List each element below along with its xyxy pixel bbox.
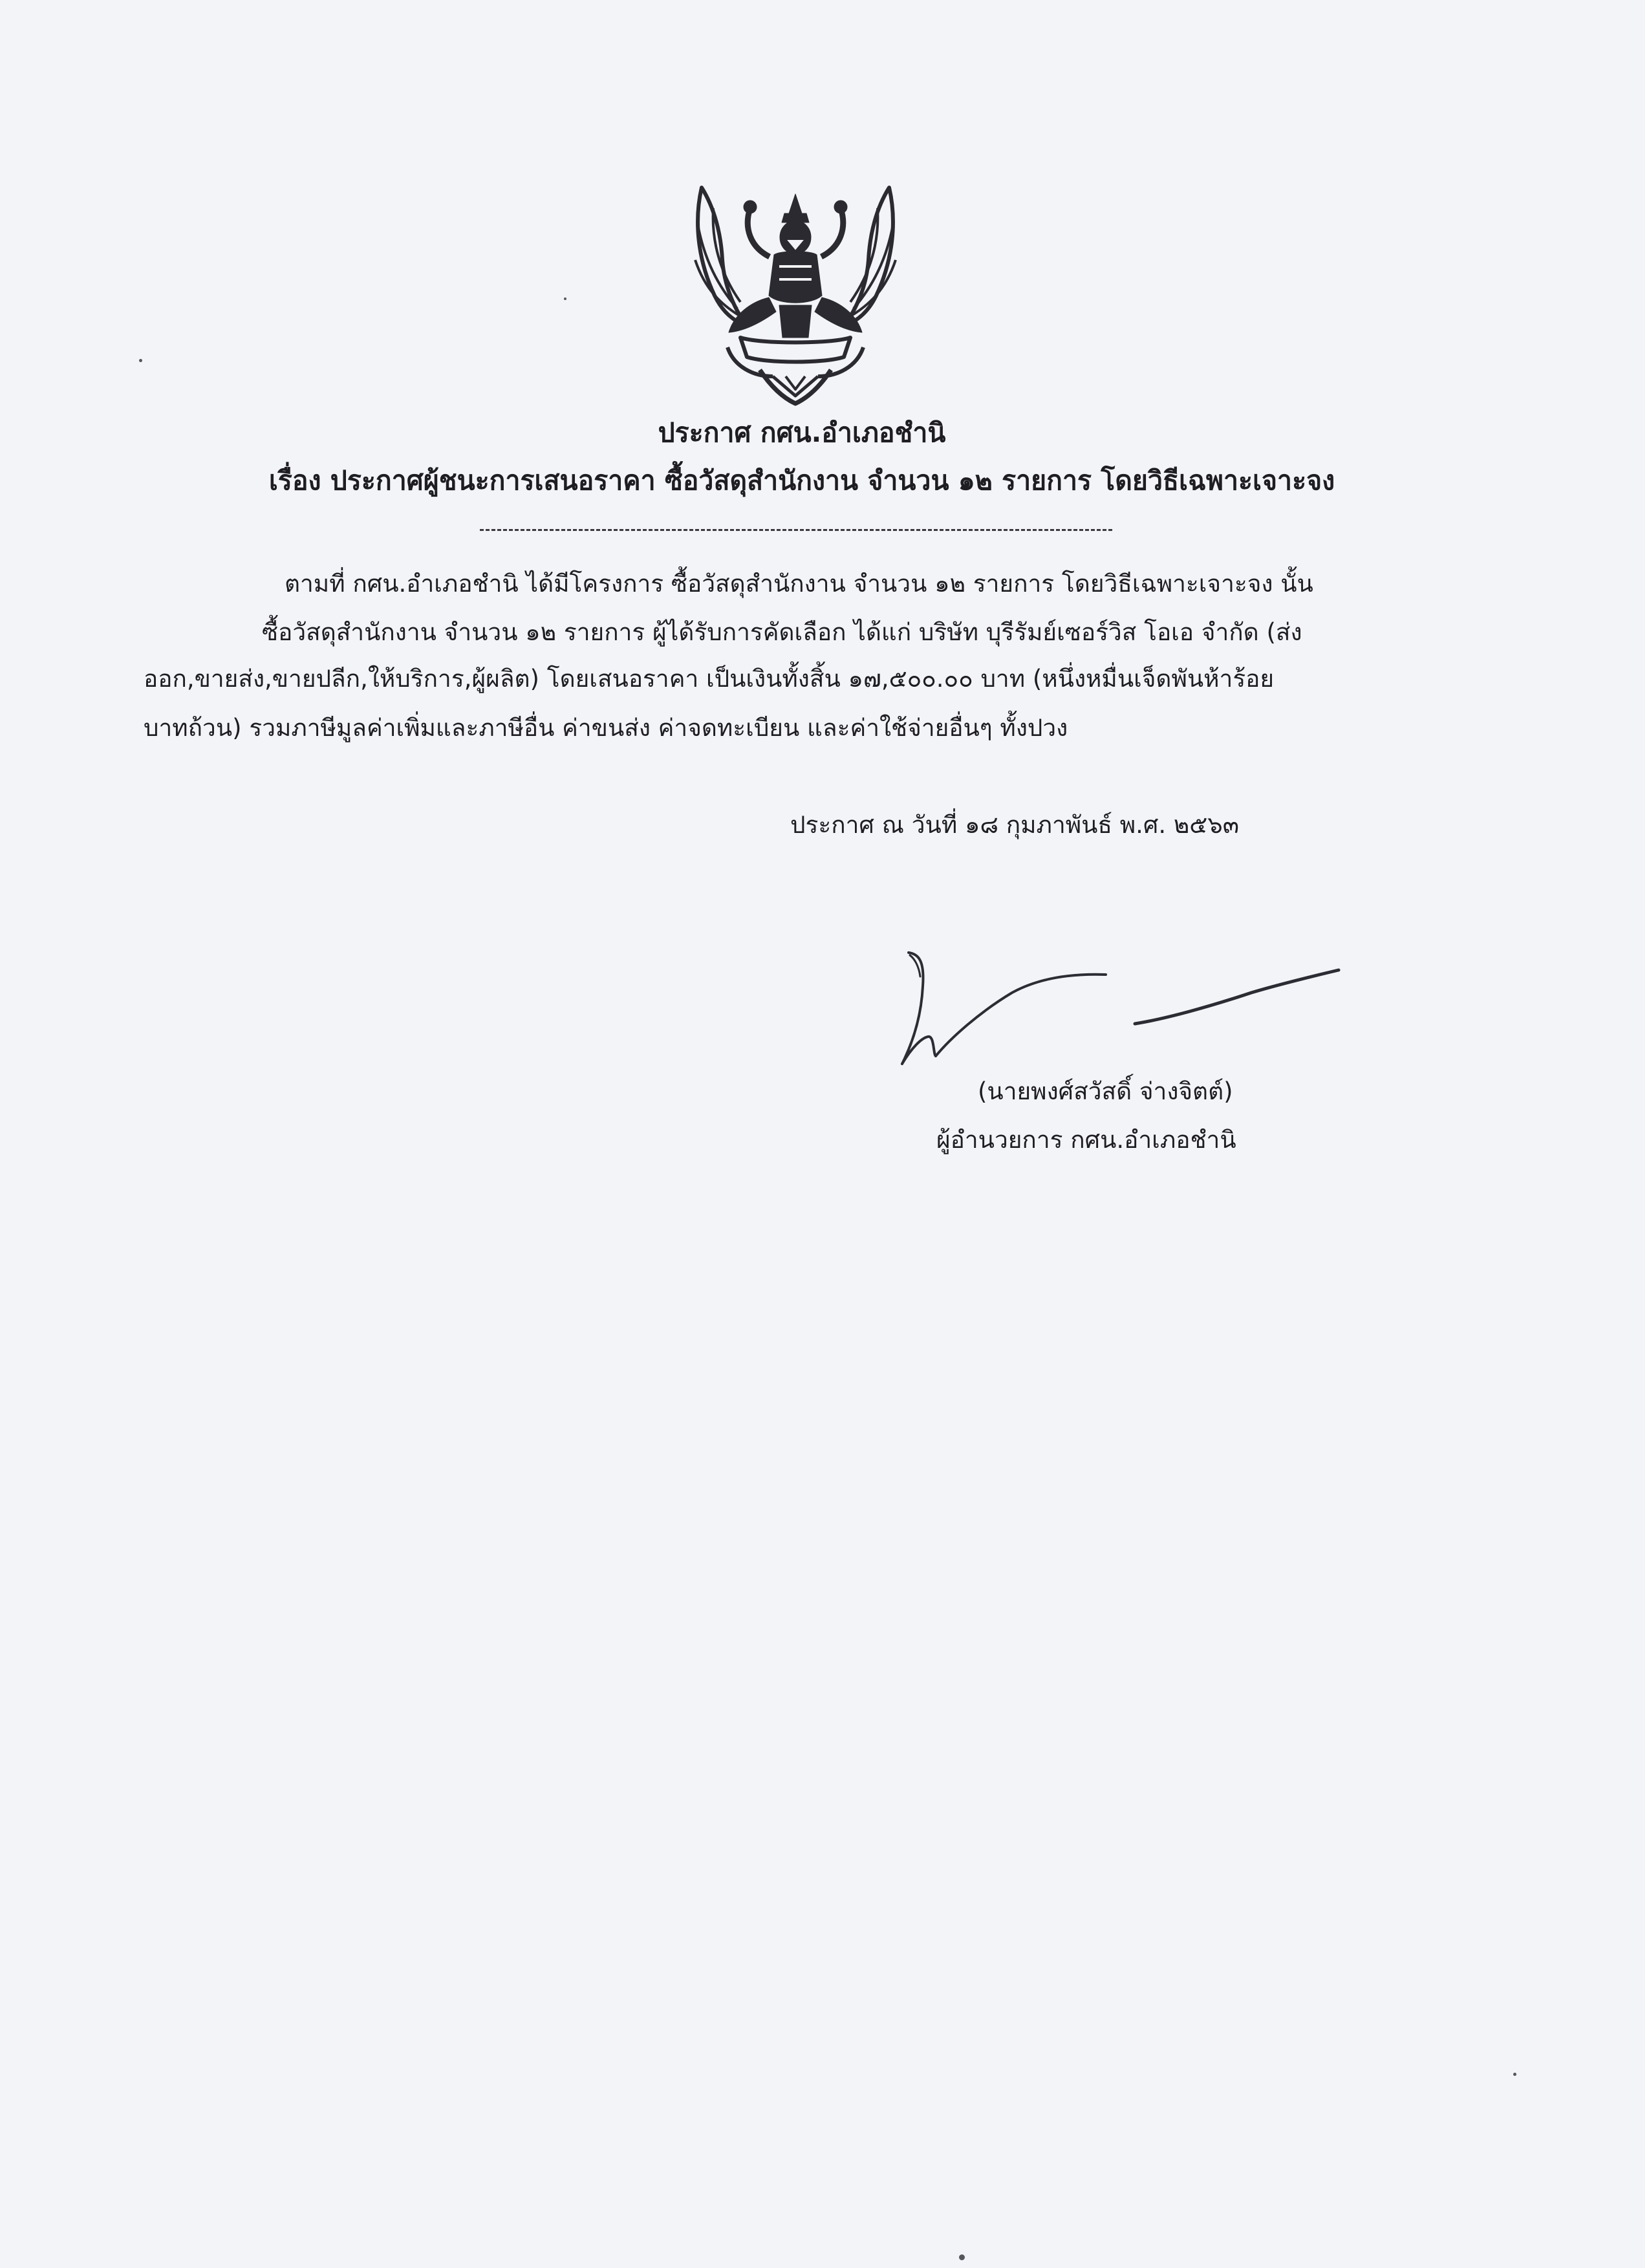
announcement-title: ประกาศ กศน.อำเภอชำนิ xyxy=(658,417,946,448)
scan-speck xyxy=(564,297,566,300)
handwritten-signature xyxy=(889,941,1342,1080)
signatory-position: ผู้อำนวยการ กศน.อำเภอชำนิ xyxy=(936,1126,1236,1154)
scan-edge xyxy=(1645,0,1649,2268)
scan-speck xyxy=(1513,2073,1516,2076)
body-line-4: บาทถ้วน) รวมภาษีมูลค่าเพิ่มและภาษีอื่น ค่าขนส่ง ค่าจดทะเบียน และค่าใช้จ่ายอื่นๆ ทั้งปวง xyxy=(144,714,1068,742)
announcement-date: ประกาศ ณ วันที่ ๑๘ กุมภาพันธ์ พ.ศ. ๒๕๖๓ xyxy=(790,811,1240,839)
body-line-2: ซื้อวัสดุสำนักงาน จำนวน ๑๒ รายการ ผู้ได้รับการคัดเลือก ได้แก่ บริษัท บุรีรัมย์เซอร์วิส โอเอ จำกัด (ส่ง xyxy=(262,618,1302,646)
body-line-1: ตามที่ กศน.อำเภอชำนิ ได้มีโครงการ ซื้อวัสดุสำนักงาน จำนวน ๑๒ รายการ โดยวิธีเฉพาะเจาะจง นั้น xyxy=(285,570,1313,598)
signatory-name: (นายพงศ์สวัสดิ์ จ่างจิตต์) xyxy=(978,1077,1233,1105)
announcement-subject: เรื่อง ประกาศผู้ชนะการเสนอราคา ซื้อวัสดุสำนักงาน จำนวน ๑๒ รายการ โดยวิธีเฉพาะเจาะจง xyxy=(268,465,1335,496)
scan-speck xyxy=(959,2254,965,2260)
dashed-separator xyxy=(480,529,1112,531)
scan-speck xyxy=(139,359,142,362)
body-line-3: ออก,ขายส่ง,ขายปลีก,ให้บริการ,ผู้ผลิต) โดยเสนอราคา เป็นเงินทั้งสิ้น ๑๗,๕๐๐.๐๐ บาท (หนึ่งหมื่นเจ็ดพันห้าร้อย xyxy=(144,665,1275,693)
garuda-emblem-icon xyxy=(689,182,902,409)
